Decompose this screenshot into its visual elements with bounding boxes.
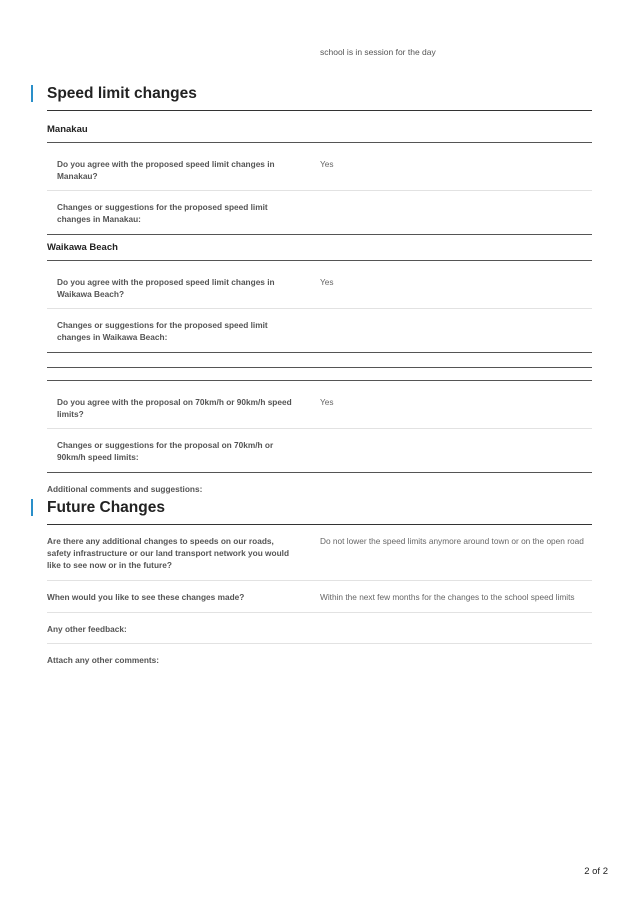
answer-value: Do not lower the speed limits anymore around town or on the open road — [320, 536, 584, 546]
page-number: 2 of 2 — [584, 866, 608, 877]
question-label: Changes or suggestions for the proposal on 70km/h or 90km/h speed limits: — [57, 440, 274, 462]
question-row — [47, 143, 592, 191]
question-row — [47, 644, 592, 674]
question-label: Do you agree with the proposed speed limit changes in Waikawa Beach? — [57, 277, 275, 299]
continued-answer: school is in session for the day — [320, 47, 436, 57]
question-label: Do you agree with the proposed speed limit changes in Manakau? — [57, 159, 275, 181]
group-header-waikawa-beach: Waikawa Beach — [47, 235, 592, 261]
answer-value — [297, 201, 320, 234]
section-title: Future Changes — [47, 499, 165, 516]
question-label: Changes or suggestions for the proposed speed limit changes in Manakau: — [57, 202, 268, 224]
question-row — [47, 381, 592, 429]
section-header — [47, 84, 592, 111]
question-label: Additional comments and suggestions: — [47, 484, 203, 494]
answer-value — [297, 319, 320, 352]
future-changes-section — [47, 498, 592, 674]
question-row — [47, 613, 592, 644]
answer-value: Yes — [320, 397, 334, 407]
question-row — [47, 525, 592, 581]
question-label: Changes or suggestions for the proposed speed limit changes in Waikawa Beach: — [57, 320, 268, 342]
question-label: Do you agree with the proposal on 70km/h or 90km/h speed limits? — [57, 397, 292, 419]
question-label: Are there any additional changes to speeds on our roads, safety infrastructure or our land transport network you would like to see now or in the future? — [47, 536, 290, 570]
question-label: Attach any other comments: — [47, 655, 160, 665]
question-label: When would you like to see these changes made? — [47, 592, 245, 602]
question-row — [47, 581, 592, 613]
answer-value: Within the next few months for the changes to the school speed limits — [320, 592, 575, 602]
question-row — [47, 429, 592, 473]
answer-value: Yes — [320, 159, 334, 169]
question-label: Any other feedback: — [47, 624, 127, 634]
question-row — [47, 261, 592, 309]
question-row — [47, 191, 592, 235]
section-header — [47, 498, 592, 525]
group-header-manakau: Manakau — [47, 117, 592, 143]
group-header-open-road — [47, 367, 592, 381]
question-row — [47, 309, 592, 353]
answer-value — [297, 439, 320, 472]
section-accent-bar — [31, 85, 33, 102]
section-accent-bar — [31, 499, 33, 516]
speed-limit-section — [47, 84, 592, 503]
section-title: Speed limit changes — [47, 85, 197, 102]
answer-value: Yes — [320, 277, 334, 287]
